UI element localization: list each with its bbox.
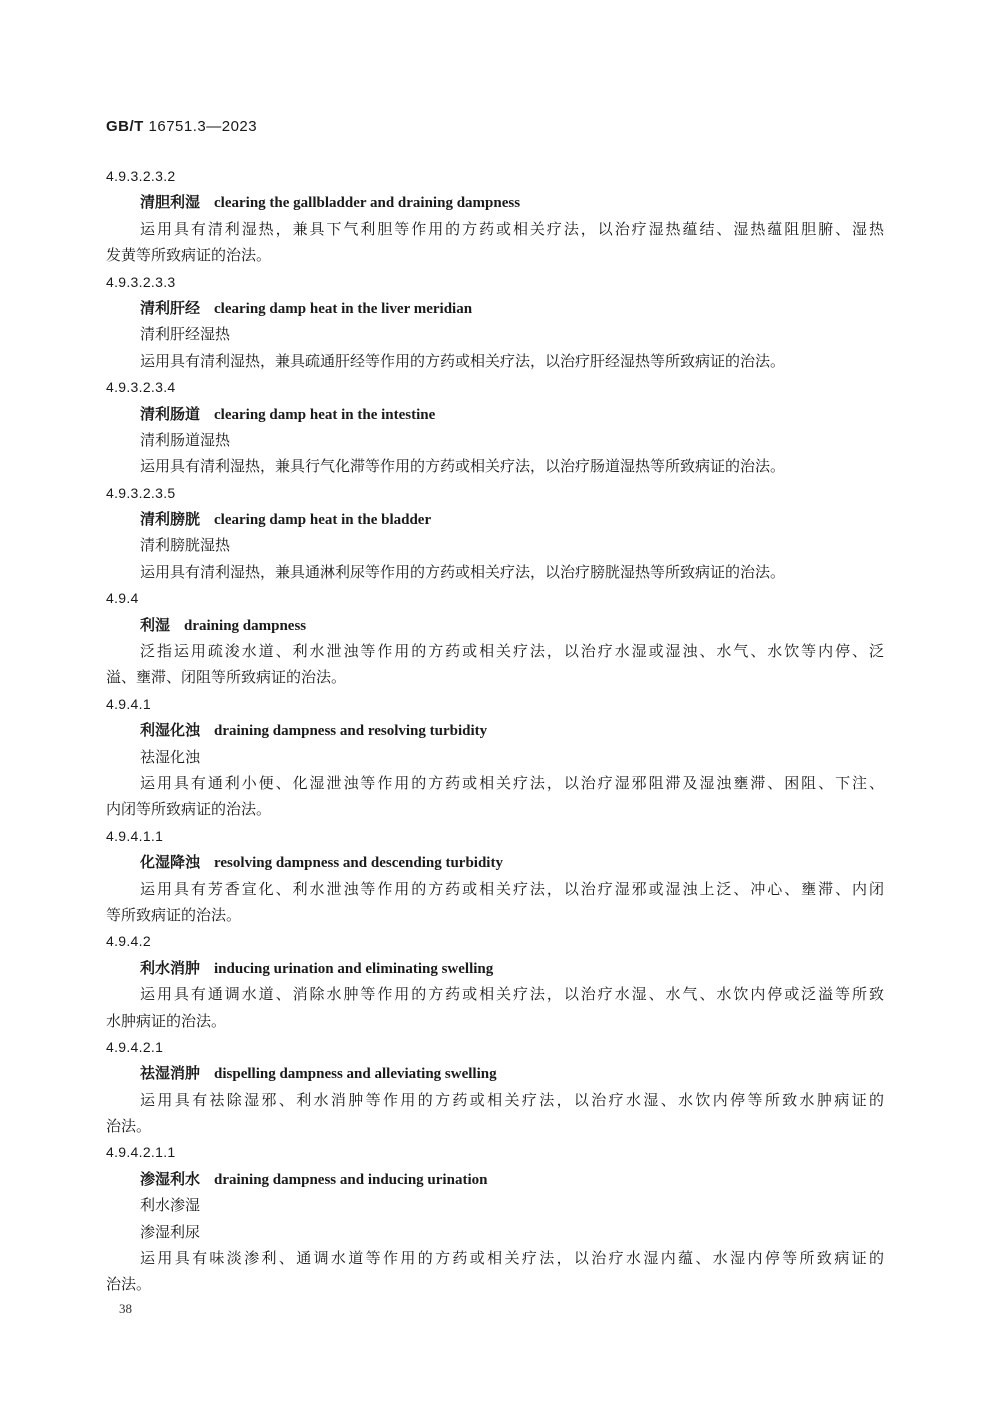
term-heading <box>106 849 884 875</box>
term-english: clearing damp heat in the intestine <box>214 406 436 423</box>
clause-number: 4.9.4.2.1 <box>106 1038 164 1055</box>
term-english: dispelling dampness and alleviating swelling <box>214 1066 497 1083</box>
term-english: clearing damp heat in the bladder <box>214 512 432 529</box>
clause-number: 4.9.4.1 <box>106 695 151 712</box>
term-english: draining dampness and inducing urination <box>214 1171 488 1188</box>
clause-number: 4.9.3.2.3.4 <box>106 379 176 396</box>
term-chinese: 清胆利湿 <box>140 193 201 212</box>
definition-text: 运用具有通调水道、消除水肿等作用的方药或相关疗法，以治疗水湿、水气、水饮内停或泛溢等所致 <box>140 985 884 1004</box>
definition-text: 运用具有清利湿热，兼具疏通肝经等作用的方药或相关疗法，以治疗肝经湿热等所致病证的治法。 <box>140 351 786 370</box>
document-body <box>106 163 884 1298</box>
term-heading <box>106 612 884 638</box>
definition-text: 等所致病证的治法。 <box>106 905 242 924</box>
page-number: 38 <box>119 1301 132 1316</box>
definition-text: 运用具有清利湿热，兼具下气利胆等作用的方药或相关疗法，以治疗湿热蕴结、湿热蕴阻胆腑、湿热 <box>140 219 884 238</box>
definition-text: 运用具有味淡渗利、通调水道等作用的方药或相关疗法，以治疗水湿内蕴、水湿内停等所致病证的 <box>140 1249 884 1268</box>
term-chinese: 利湿化浊 <box>140 721 201 740</box>
term-english: clearing damp heat in the liver meridian <box>214 300 473 317</box>
definition-text: 水肿病证的治法。 <box>106 1011 227 1030</box>
term-chinese: 清利肝经 <box>140 298 201 317</box>
term-english: resolving dampness and descending turbidity <box>214 855 503 872</box>
term-heading <box>106 295 884 321</box>
definition-text: 运用具有清利湿热，兼具通淋利尿等作用的方药或相关疗法，以治疗膀胱湿热等所致病证的治法。 <box>140 562 786 581</box>
term-english: inducing urination and eliminating swelling <box>214 960 494 977</box>
term-heading <box>106 1166 884 1192</box>
definition-text: 内闭等所致病证的治法。 <box>106 800 272 819</box>
standard-number: 16751.3—2023 <box>148 118 258 135</box>
term-english: draining dampness and resolving turbidity <box>214 723 488 740</box>
definition-text: 发黄等所致病证的治法。 <box>106 246 272 265</box>
clause-number: 4.9.4.1.1 <box>106 827 164 844</box>
synonym-term: 利水渗湿 <box>140 1196 201 1215</box>
clause-number: 4.9.3.2.3.2 <box>106 168 176 184</box>
term-english: clearing the gallbladder and draining dampness <box>214 195 521 212</box>
synonym-term: 祛湿化浊 <box>140 747 201 766</box>
synonym-term: 渗湿利尿 <box>140 1222 201 1241</box>
term-heading <box>106 955 884 981</box>
clause-number: 4.9.4.2.1.1 <box>106 1144 176 1161</box>
term-heading <box>106 506 884 532</box>
term-chinese: 利水消肿 <box>140 958 201 977</box>
definition-text: 溢、壅滞、闭阻等所致病证的治法。 <box>106 668 347 687</box>
term-chinese: 清利肠道 <box>140 404 201 423</box>
synonym-term: 清利肝经湿热 <box>140 325 231 344</box>
term-chinese: 利湿 <box>140 615 171 634</box>
definition-text: 泛指运用疏浚水道、利水泄浊等作用的方药或相关疗法，以治疗水湿或湿浊、水气、水饮等内停、泛 <box>140 642 884 661</box>
term-chinese: 祛湿消肿 <box>140 1064 201 1083</box>
term-heading <box>106 1060 884 1086</box>
term-chinese: 化湿降浊 <box>140 853 201 872</box>
standard-prefix: GB/T <box>106 118 144 135</box>
clause-number: 4.9.3.2.3.5 <box>106 484 176 501</box>
definition-text: 运用具有芳香宣化、利水泄浊等作用的方药或相关疗法，以治疗湿邪或湿浊上泛、冲心、壅滞、内闭 <box>140 879 884 898</box>
definition-text: 治法。 <box>106 1275 152 1294</box>
definition-text: 运用具有清利湿热，兼具行气化滞等作用的方药或相关疗法，以治疗肠道湿热等所致病证的治法。 <box>140 457 786 476</box>
term-chinese: 渗湿利水 <box>140 1169 201 1188</box>
term-heading <box>106 189 884 215</box>
clause-number: 4.9.4.2 <box>106 933 151 950</box>
clause-number: 4.9.3.2.3.3 <box>106 273 176 290</box>
definition-text: 治法。 <box>106 1117 152 1136</box>
term-chinese: 清利膀胱 <box>140 510 201 529</box>
definition-text: 运用具有祛除湿邪、利水消肿等作用的方药或相关疗法，以治疗水湿、水饮内停等所致水肿病证的 <box>140 1090 884 1109</box>
term-heading <box>106 401 884 427</box>
term-heading <box>106 717 884 743</box>
synonym-term: 清利肠道湿热 <box>140 430 231 449</box>
definition-text: 运用具有通利小便、化湿泄浊等作用的方药或相关疗法，以治疗湿邪阻滞及湿浊壅滞、困阻、下注、 <box>140 773 884 792</box>
clause-number: 4.9.4 <box>106 590 139 607</box>
page-header <box>106 118 257 135</box>
synonym-term: 清利膀胱湿热 <box>140 536 231 555</box>
term-english: draining dampness <box>184 617 307 634</box>
